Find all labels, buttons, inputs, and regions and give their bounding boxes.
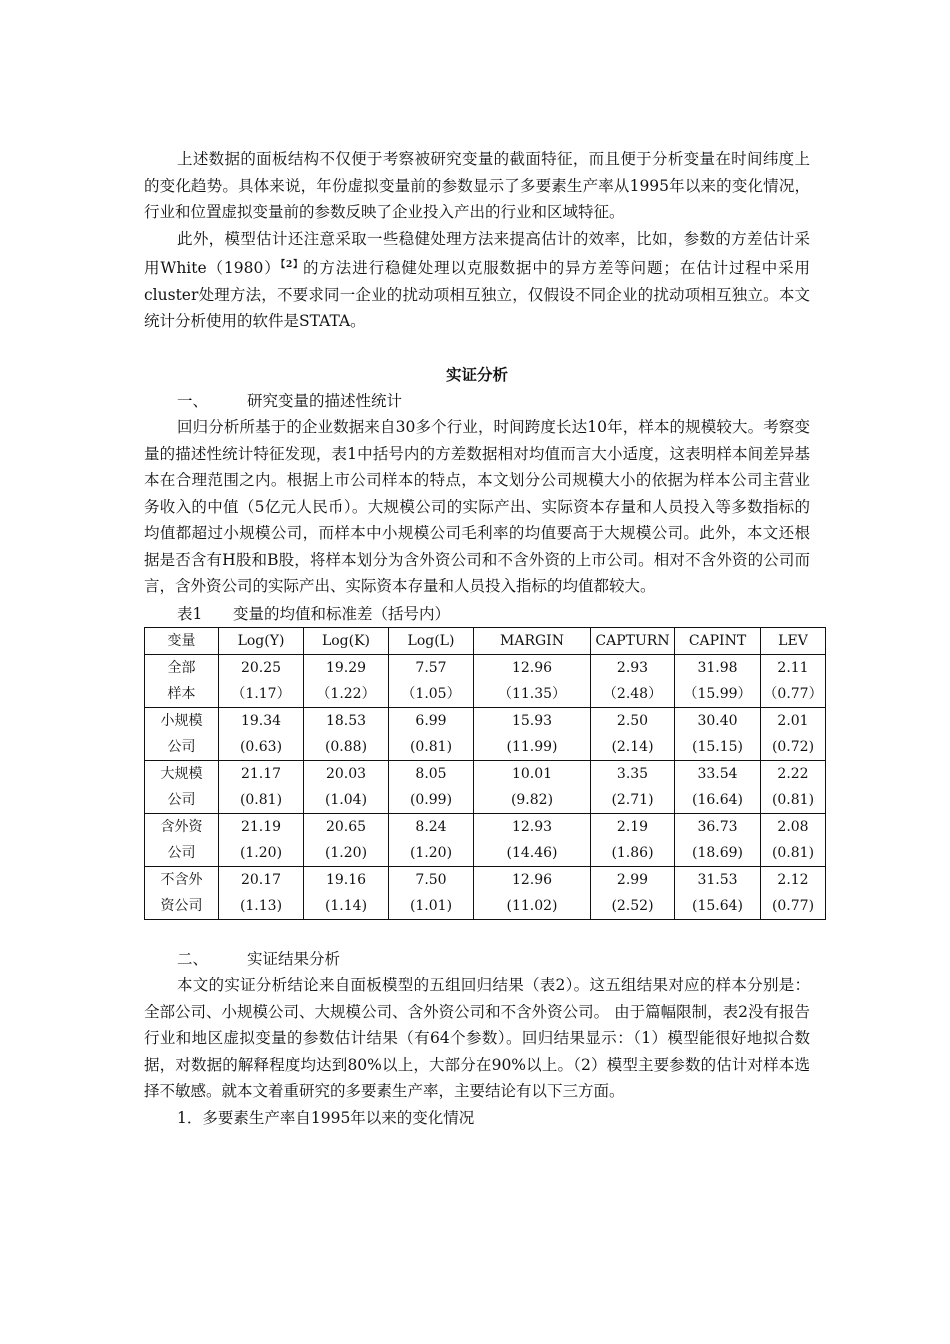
mean-value: 30.40 bbox=[697, 712, 738, 729]
mean-value: 2.11 bbox=[777, 659, 809, 676]
sd-value: (16.64) bbox=[691, 791, 743, 808]
data-cell bbox=[761, 813, 826, 866]
mean-value: 33.54 bbox=[697, 765, 738, 782]
table-row bbox=[145, 654, 826, 707]
mean-value: 2.22 bbox=[777, 765, 809, 782]
data-cell bbox=[591, 866, 675, 919]
mean-value: 2.50 bbox=[616, 712, 649, 729]
header-cell: CAPINT bbox=[675, 627, 761, 654]
data-cell bbox=[675, 707, 761, 760]
sd-value: （11.35） bbox=[497, 685, 567, 702]
data-cell bbox=[219, 866, 304, 919]
mean-value: 2.12 bbox=[777, 871, 809, 888]
paragraph-robust-estimation: 此外，模型估计还注意采取一些稳健处理方法来提高估计的效率，比如，参数的方差估计采用$White(1980)^{【2】}$的方法进行稳健处理以克服数据中的异方差等问题；在估计过程中采用cluster处理方法，不要求同一企业的扰动项相互独立，仅假设不同企业的扰动项相互独立。本文统计分析使用的软件是STATA。 bbox=[144, 229, 810, 330]
mean-value: 31.53 bbox=[697, 871, 738, 888]
table-row bbox=[145, 813, 826, 866]
data-cell bbox=[474, 654, 591, 707]
stats-table bbox=[144, 627, 826, 920]
header-cell: Log(L) bbox=[389, 627, 474, 654]
paragraph-regression-results: 本文的实证分析结论来自面板模型的五组回归结果（表2）。这五组结果对应的样本分别是：全部公司、小规模公司、大规模公司、含外资公司和不含外资公司。 由于篇幅限制，表2没有报告行业和地区虚拟变量的参数估计结果（有64个参数）。回归结果显示：（1）模型能很好地拟合数据，对数据的解释程度均达到80%以上，大部分在90%以上。（2）模型主要参数的估计对样本选择不敏感。就本文着重研究的多要素生产率，主要结论有以下三方面。 bbox=[144, 976, 810, 1100]
data-cell bbox=[304, 813, 389, 866]
data-cell bbox=[675, 760, 761, 813]
mean-value: 2.08 bbox=[777, 818, 809, 835]
row-label: 大规模 公司 bbox=[145, 760, 219, 813]
sd-value: (9.82) bbox=[510, 791, 554, 808]
data-cell bbox=[591, 813, 675, 866]
mean-value: 31.98 bbox=[697, 659, 738, 676]
paragraph-tfp-heading: 1．多要素生产率自1995年以来的变化情况 bbox=[177, 1108, 475, 1127]
table-row bbox=[145, 760, 826, 813]
sd-value: (2.71) bbox=[611, 791, 654, 808]
sd-value: (1.20) bbox=[409, 844, 453, 861]
sd-value: (0.63) bbox=[239, 738, 283, 755]
section-title: 实证分析 bbox=[445, 364, 508, 384]
data-cell bbox=[219, 760, 304, 813]
sd-value: (11.99) bbox=[506, 738, 558, 755]
sd-value: (15.15) bbox=[691, 738, 743, 755]
table-row bbox=[145, 707, 826, 760]
sd-value: (1.20) bbox=[324, 844, 368, 861]
header-cell: 变量 bbox=[145, 627, 219, 654]
mean-value: 6.99 bbox=[415, 712, 447, 729]
data-cell bbox=[389, 866, 474, 919]
row-label: 含外资 公司 bbox=[145, 813, 219, 866]
table-header-row bbox=[145, 627, 826, 654]
data-cell bbox=[591, 760, 675, 813]
mean-value: 2.19 bbox=[616, 818, 649, 835]
data-cell bbox=[474, 707, 591, 760]
data-cell bbox=[389, 654, 474, 707]
data-cell bbox=[761, 760, 826, 813]
citation-ref: 【2】 bbox=[280, 260, 304, 270]
mean-value: 2.93 bbox=[616, 659, 649, 676]
data-cell bbox=[304, 707, 389, 760]
data-cell bbox=[474, 813, 591, 866]
sd-value: (1.13) bbox=[239, 897, 283, 914]
sd-value: (0.81) bbox=[409, 738, 453, 755]
sd-value: (1.14) bbox=[324, 897, 368, 914]
data-cell bbox=[219, 813, 304, 866]
data-cell bbox=[675, 813, 761, 866]
mean-value: 21.19 bbox=[240, 818, 282, 835]
mean-value: 15.93 bbox=[511, 712, 553, 729]
sd-value: （1.22） bbox=[316, 685, 376, 702]
mean-value: 21.17 bbox=[240, 765, 282, 782]
data-cell bbox=[304, 760, 389, 813]
mean-value: 19.16 bbox=[325, 871, 367, 888]
sd-value: (0.99) bbox=[409, 791, 453, 808]
sd-value: （15.99） bbox=[683, 685, 752, 702]
subsection-heading-2: 二、 实证结果分析 bbox=[177, 949, 341, 968]
sd-value: (2.14) bbox=[611, 738, 654, 755]
mean-value: 36.73 bbox=[697, 818, 738, 835]
sd-value: （0.77） bbox=[763, 685, 823, 702]
document-page bbox=[144, 146, 823, 1131]
data-cell bbox=[389, 760, 474, 813]
data-cell bbox=[675, 866, 761, 919]
data-cell bbox=[219, 707, 304, 760]
header-cell: LEV bbox=[761, 627, 826, 654]
header-cell: Log(K) bbox=[304, 627, 389, 654]
header-cell: CAPTURN bbox=[591, 627, 675, 654]
mean-value: 10.01 bbox=[511, 765, 553, 782]
row-label: 不含外 资公司 bbox=[145, 866, 219, 919]
sd-value: (15.64) bbox=[691, 897, 743, 914]
mean-value: 7.50 bbox=[415, 871, 447, 888]
paragraph-descriptive-stats: 回归分析所基于的企业数据来自30多个行业，时间跨度长达10年，样本的规模较大。考察变量的描述性统计特征发现，表1中括号内的方差数据相对均值而言大小适度，这表明样本间差异基本在合理范围之内。根据上市公司样本的特点，本文划分公司规模大小的依据为样本公司主营业务收入的中值（5亿元人民币）。大规模公司的实际产出、实际资本存量和人员投入等多数指标的均值都超过小规模公司，而样本中小规模公司毛利率的均值要高于大规模公司。此外，本文还根据是否含有H股和B股，将样本划分为含外资公司和不含外资的上市公司。相对不含外资的公司而言，含外资公司的实际产出、实际资本存量和人员投入指标的均值都较大。 bbox=[144, 418, 810, 595]
sd-value: (18.69) bbox=[691, 844, 743, 861]
mean-value: 12.96 bbox=[511, 659, 553, 676]
mean-value: 20.65 bbox=[325, 818, 367, 835]
mean-value: 7.57 bbox=[415, 659, 447, 676]
mean-value: 19.29 bbox=[325, 659, 367, 676]
mean-value: 2.99 bbox=[616, 871, 649, 888]
data-cell bbox=[675, 654, 761, 707]
row-label: 小规模 公司 bbox=[145, 707, 219, 760]
mean-value: 20.25 bbox=[240, 659, 282, 676]
sd-value: (0.77) bbox=[771, 897, 815, 914]
sd-value: (1.01) bbox=[409, 897, 453, 914]
mean-value: 19.34 bbox=[240, 712, 282, 729]
data-cell bbox=[304, 654, 389, 707]
table-row bbox=[145, 866, 826, 919]
sd-value: (1.86) bbox=[611, 844, 654, 861]
sd-value: (0.81) bbox=[771, 791, 815, 808]
mean-value: 3.35 bbox=[616, 765, 649, 782]
data-cell bbox=[219, 654, 304, 707]
sd-value: (1.04) bbox=[324, 791, 368, 808]
data-cell bbox=[389, 707, 474, 760]
table-caption: 表1 变量的均值和标准差（括号内） bbox=[177, 604, 451, 623]
data-cell bbox=[761, 707, 826, 760]
sd-value: （2.48） bbox=[602, 685, 663, 702]
mean-value: 12.93 bbox=[511, 818, 553, 835]
sd-value: （1.17） bbox=[231, 685, 291, 702]
subsection-heading-1: 一、 研究变量的描述性统计 bbox=[177, 391, 403, 410]
data-cell bbox=[474, 760, 591, 813]
mean-value: 2.01 bbox=[777, 712, 809, 729]
sd-value: (11.02) bbox=[506, 897, 558, 914]
data-cell bbox=[591, 707, 675, 760]
data-cell bbox=[761, 654, 826, 707]
mean-value: 20.17 bbox=[240, 871, 282, 888]
header-cell: MARGIN bbox=[474, 627, 591, 654]
data-cell bbox=[591, 654, 675, 707]
mean-value: 18.53 bbox=[325, 712, 367, 729]
data-cell bbox=[389, 813, 474, 866]
data-cell bbox=[474, 866, 591, 919]
mean-value: 8.24 bbox=[415, 818, 447, 835]
sd-value: (0.81) bbox=[239, 791, 283, 808]
mean-value: 8.05 bbox=[415, 765, 447, 782]
sd-value: （1.05） bbox=[401, 685, 461, 702]
sd-value: (0.72) bbox=[771, 738, 815, 755]
paragraph-panel-structure: 上述数据的面板结构不仅便于考察被研究变量的截面特征，而且便于分析变量在时间纬度上的变化趋势。具体来说，年份虚拟变量前的参数显示了多要素生产率从1995年以来的变化情况，行业和位置虚拟变量前的参数反映了企业投入产出的行业和区域特征。 bbox=[144, 150, 810, 221]
mean-value: 12.96 bbox=[511, 871, 553, 888]
sd-value: (0.88) bbox=[324, 738, 368, 755]
row-label: 全部 样本 bbox=[145, 654, 219, 707]
sd-value: (14.46) bbox=[506, 844, 558, 861]
data-cell bbox=[304, 866, 389, 919]
data-cell bbox=[761, 866, 826, 919]
sd-value: (0.81) bbox=[771, 844, 815, 861]
sd-value: (2.52) bbox=[611, 897, 654, 914]
sd-value: (1.20) bbox=[239, 844, 283, 861]
header-cell: Log(Y) bbox=[219, 627, 304, 654]
mean-value: 20.03 bbox=[325, 765, 367, 782]
